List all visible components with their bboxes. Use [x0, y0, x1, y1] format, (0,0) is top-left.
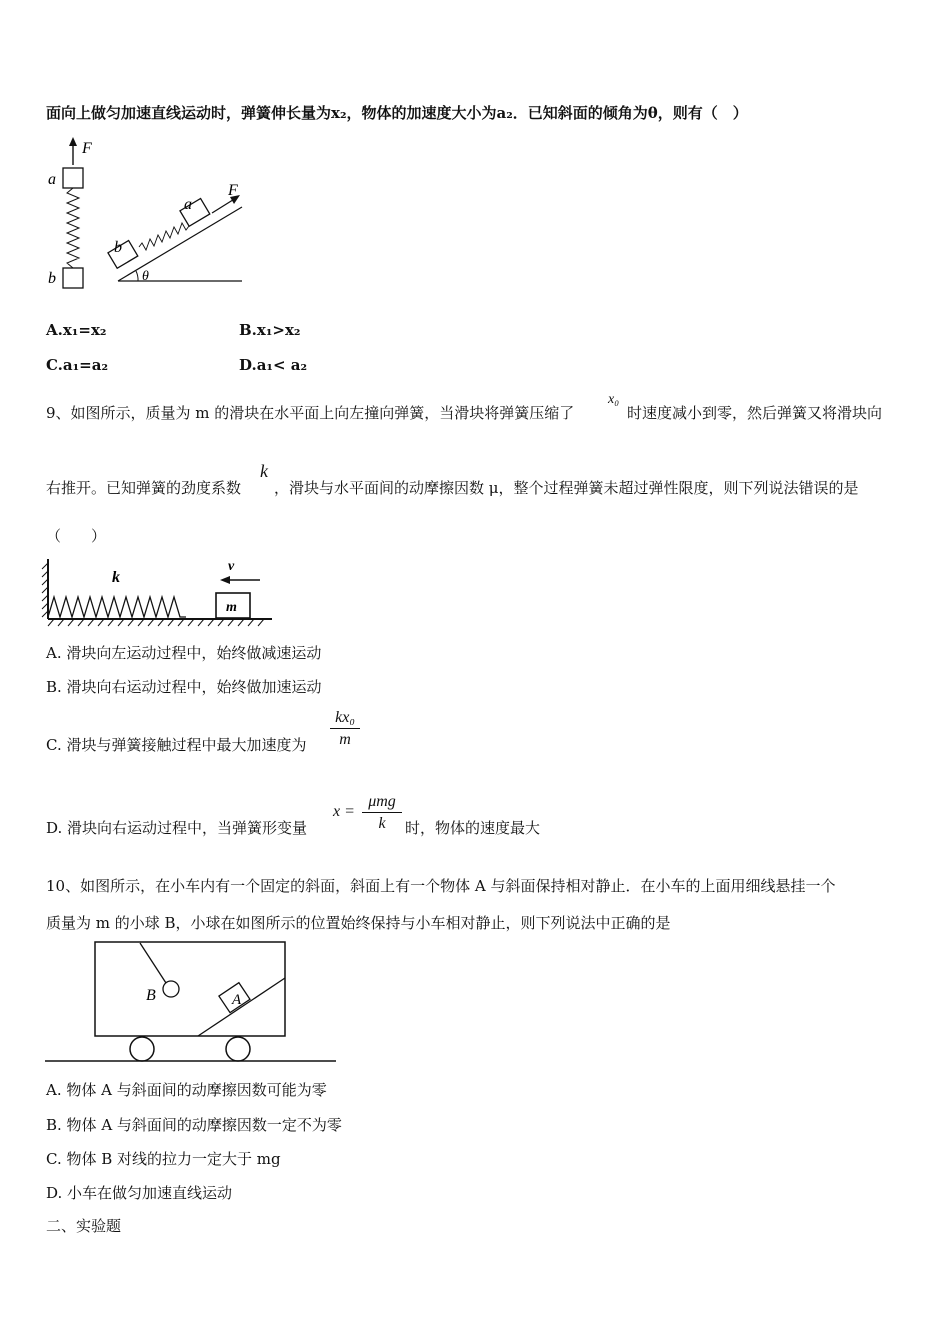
q8-stem-tail: 面向上做匀加速直线运动时，弹簧伸长量为x₂，物体的加速度大小为a₂．已知斜面的倾角为θ，则有（ ）: [46, 104, 748, 122]
fraction-denominator: k: [378, 815, 386, 832]
q8-option-d: D.a₁< a₂: [239, 356, 308, 374]
fraction-numerator: μmg: [362, 792, 402, 813]
q9-x0: x₀: [608, 392, 620, 407]
q10-option-b: B. 物体 A 与斜面间的动摩擦因数一定不为零: [46, 1116, 342, 1134]
q10-option-c: C. 物体 B 对线的拉力一定大于 mg: [46, 1150, 281, 1168]
q10-line2: 质量为 m 的小球 B，小球在如图所示的位置始终保持与小车相对静止，则下列说法中正确的是: [46, 914, 671, 932]
fig-label-a2: a: [184, 196, 192, 213]
q9-option-a: A. 滑块向左运动过程中，始终做减速运动: [46, 644, 322, 662]
q9-option-c-fraction: [330, 708, 360, 751]
q9-option-d-x: x =: [333, 803, 355, 820]
q10-option-a: A. 物体 A 与斜面间的动摩擦因数可能为零: [46, 1081, 327, 1099]
q9-k: k: [260, 461, 268, 481]
fig-label-F2: F: [228, 182, 238, 199]
fig-label-theta: θ: [142, 269, 149, 284]
fig-label-a1: a: [48, 171, 56, 188]
fraction-numerator: kx₀: [330, 708, 360, 729]
q10-figure: [40, 938, 340, 1066]
q8-option-b: B.x₁>x₂: [239, 321, 301, 339]
fig-label-b1: b: [48, 270, 56, 287]
fig-label-B: B: [146, 987, 156, 1004]
q9-option-c: C. 滑块与弹簧接触过程中最大加速度为: [46, 736, 307, 754]
fig-label-v: v: [228, 559, 235, 574]
fig-label-F1: F: [82, 140, 92, 157]
q8-option-a: A.x₁=x₂: [46, 321, 107, 339]
q9-line2-a: 右推开。已知弹簧的劲度系数: [46, 479, 242, 497]
q8-figure: [40, 135, 255, 295]
q9-line1-b: 时速度减小到零，然后弹簧又将滑块向: [627, 404, 883, 422]
fig-label-A: A: [232, 992, 242, 1008]
q10-option-d: D. 小车在做匀加速直线运动: [46, 1184, 233, 1202]
fig-label-b2: b: [114, 239, 122, 256]
q9-line2-b: ，滑块与水平面间的动摩擦因数 μ，整个过程弹簧未超过弹性限度，则下列说法错误的是: [274, 479, 859, 497]
q9-figure: [40, 553, 280, 628]
fig-label-k: k: [112, 569, 120, 586]
q9-line1-a: 9、如图所示，质量为 m 的滑块在水平面上向左撞向弹簧，当滑块将弹簧压缩了: [46, 404, 575, 422]
q9-paren: （ ）: [46, 527, 107, 545]
q10-line1: 10、如图所示，在小车内有一个固定的斜面，斜面上有一个物体 A 与斜面保持相对静止．在小车的上面用细线悬挂一个: [46, 877, 836, 895]
fraction-denominator: m: [339, 731, 351, 748]
q9-option-d-fraction: [362, 792, 402, 835]
q9-option-b: B. 滑块向右运动过程中，始终做加速运动: [46, 678, 322, 696]
q8-option-c: C.a₁=a₂: [46, 356, 109, 374]
q9-option-d-b: 时，物体的速度最大: [405, 819, 541, 837]
section-heading: 二、实验题: [46, 1217, 122, 1235]
fig-label-m: m: [226, 600, 237, 615]
q9-option-d-a: D. 滑块向右运动过程中，当弹簧形变量: [46, 819, 308, 837]
